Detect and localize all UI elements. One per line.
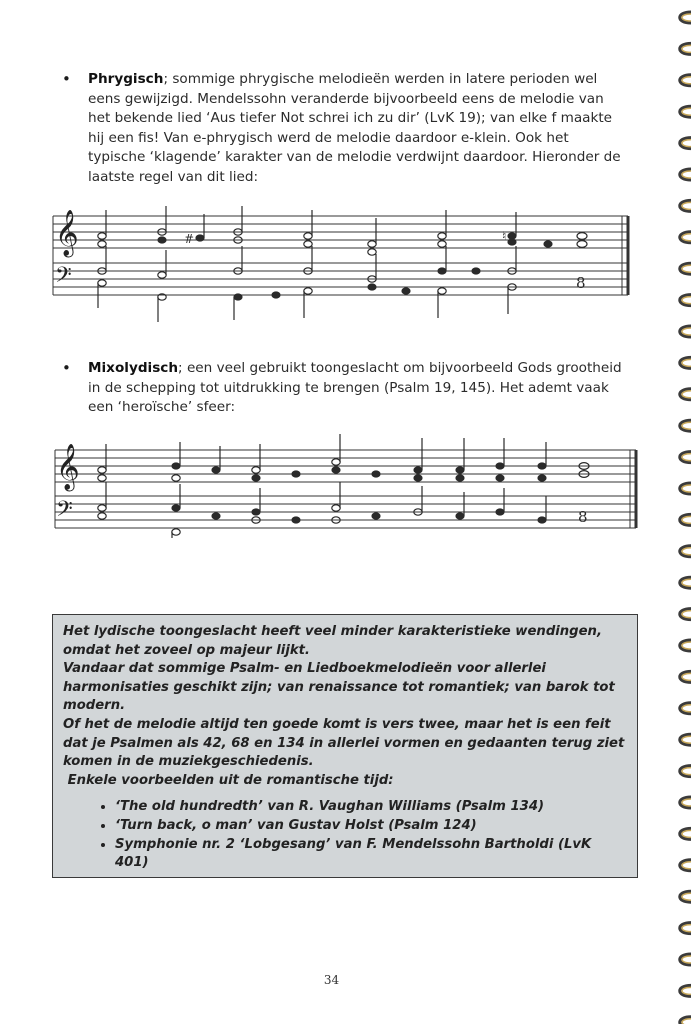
spiral-binding — [673, 0, 691, 1024]
binding-ring — [680, 75, 691, 86]
binding-ring — [680, 483, 691, 494]
svg-text:𝄢: 𝄢 — [55, 263, 72, 293]
svg-text:𝄞: 𝄞 — [55, 210, 79, 256]
binding-ring — [680, 546, 691, 557]
binding-ring — [680, 357, 691, 368]
binding-ring — [680, 703, 691, 714]
binding-ring — [680, 169, 691, 180]
bullet-icon: • — [62, 70, 71, 88]
binding-ring — [680, 420, 691, 431]
section-mixolydisch — [62, 359, 622, 418]
binding-ring — [680, 232, 691, 243]
info-paragraph: Het lydische toongeslacht heeft veel minder karakteristieke wendingen, omdat het zoveel op majeur lijkt. — [63, 624, 602, 658]
binding-ring — [680, 452, 691, 463]
binding-ring — [680, 860, 691, 871]
music-score-mixolydian — [52, 430, 642, 540]
info-box — [52, 614, 638, 878]
section-paragraph — [88, 70, 622, 187]
list-item: • ‘The old hundredth’ van R. Vaughan Williams (Psalm 134) — [115, 798, 627, 817]
binding-ring — [680, 389, 691, 400]
binding-ring — [680, 640, 691, 651]
binding-ring — [680, 43, 691, 54]
binding-ring — [680, 734, 691, 745]
section-text: ; sommige phrygische melodieën werden in latere perioden wel eens gewijzigd. Mendelssohn veranderde bijvoorbeeld eens de melodie van het bekende lied ‘Aus tiefer Not schrei ich zu dir’ (LvK 19); van elke f maakte hij een fis! Van e-phrygisch werd de melodie daardoor e-klein. Ook het typische ‘klagende’ karakter van de melodie verdwijnt daardoor. Hieronder de laatste regel van dit lied: — [88, 71, 621, 185]
binding-ring — [680, 295, 691, 306]
bullet-icon: • — [62, 359, 71, 377]
page-number: 34 — [323, 973, 340, 987]
binding-ring — [680, 326, 691, 337]
binding-ring — [680, 577, 691, 588]
svg-text:8: 8 — [578, 508, 588, 526]
binding-ring — [680, 514, 691, 525]
svg-text:♮: ♮ — [502, 229, 507, 243]
svg-text:𝄢: 𝄢 — [56, 497, 73, 527]
binding-ring — [680, 609, 691, 620]
binding-ring — [680, 138, 691, 149]
binding-ring — [680, 106, 691, 117]
binding-ring — [680, 766, 691, 777]
binding-ring — [680, 797, 691, 808]
binding-ring — [680, 828, 691, 839]
svg-text:#: # — [184, 232, 195, 246]
info-paragraph: Vandaar dat sommige Psalm- en Liedboekmelodieën voor allerlei harmonisaties geschikt zijn; van renaissance tot romantiek; van barok tot modern. — [63, 661, 615, 714]
binding-ring — [680, 263, 691, 274]
binding-ring — [680, 891, 691, 902]
examples-list — [63, 798, 627, 872]
binding-ring — [680, 12, 691, 23]
binding-ring — [680, 200, 691, 211]
info-paragraph: Enkele voorbeelden uit de romantische tijd: — [63, 772, 394, 788]
section-paragraph — [88, 359, 622, 418]
section-term: Phrygisch — [88, 71, 164, 87]
binding-ring — [680, 954, 691, 965]
music-score-phrygian — [52, 200, 636, 325]
svg-text:𝄞: 𝄞 — [56, 444, 80, 490]
binding-ring — [680, 1017, 691, 1024]
list-item: • Symphonie nr. 2 ‘Lobgesang’ van F. Mendelssohn Bartholdi (LvK 401) — [115, 836, 627, 873]
svg-text:8: 8 — [576, 274, 586, 292]
binding-ring — [680, 923, 691, 934]
list-item: • ‘Turn back, o man’ van Gustav Holst (Psalm 124) — [115, 817, 627, 836]
info-paragraph: Of het de melodie altijd ten goede komt is vers twee, maar het is een feit dat je Psalmen als 42, 68 en 134 in allerlei vormen en gedaanten terug ziet komen in de muziekgeschiedenis. — [63, 716, 625, 770]
binding-ring — [680, 671, 691, 682]
binding-ring — [680, 985, 691, 996]
section-term: Mixolydisch — [88, 360, 179, 376]
section-phrygisch — [62, 70, 622, 187]
section-text: ; een veel gebruikt toongeslacht om bijvoorbeeld Gods grootheid in de schepping tot uitdrukking te brengen (Psalm 19, 145). Het ademt vaak een ‘heroïsche’ sfeer: — [88, 360, 622, 415]
